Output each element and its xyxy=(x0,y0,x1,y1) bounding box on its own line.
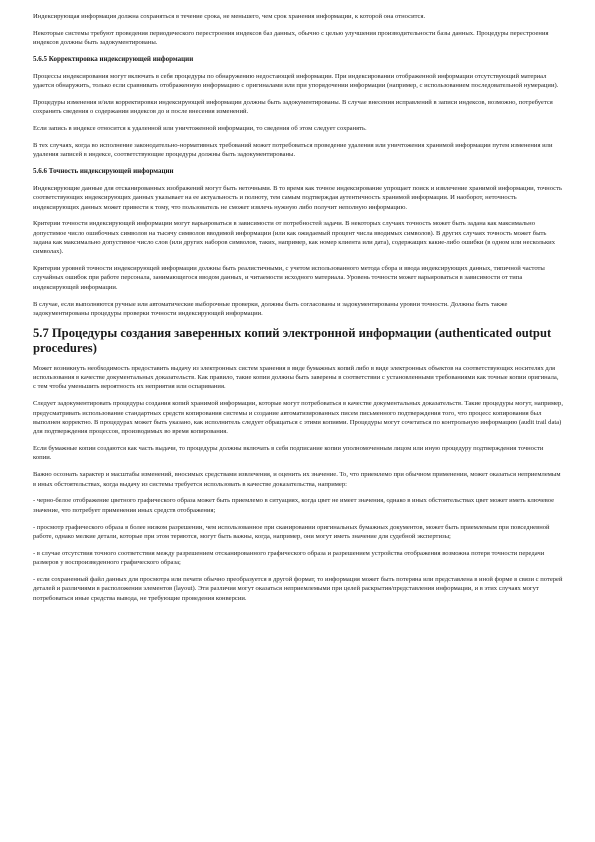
subsection-heading: 5.6.6 Точность индексирующей информации xyxy=(33,167,174,176)
paragraph: - черно-белое отображение цветного графического образа может быть приемлемо в ситуациях, когда цвет не имеет значения, однако в иных обстоятельствах цвет может иметь ключевое значение, что потребует применения иных средств отображения; xyxy=(33,497,555,514)
paragraph: Если запись в индексе относится к удаленной или уничтоженной информации, то сведения об этом следует сохранять. xyxy=(33,125,367,133)
paragraph: В случае, если выполняются ручные или автоматические выборочные проверки, должны быть согласованы и задокументированы уровни точности. Должны быть также задокументированы процедуры проверки точности индексирующей информации. xyxy=(33,300,508,317)
paragraph: Следует задокументировать процедуры создания копий хранимой информации, которые могут потребоваться в качестве документальных доказательств. Такие процедуры могут, например, предусматривать использование стандартных средств копирования системы и создание автоматизированных писем письменного подтверждения того, что процесс копирования был выполнен корректно. В процедурах может быть указано, как исполнитель следует обращаться с этими копиями. Процедуры могут сочетаться по контрольную информацию (audit trail data) для подтверждения процессов, производимых во время копирования. xyxy=(33,400,564,436)
paragraph: - в случае отсутствия точного соответствия между разрешением отсканированного графического образа и разрешением устройства отображения возможна потеря точности передачи размеров у воспроизведенного графического образа; xyxy=(33,549,545,567)
paragraph: Процедуры изменения и/или корректировки индексирующей информации должны быть задокументированы. В случае внесения исправлений в записи индексов, возможно, потребуется сохранить сведения о содержании индексов до и после внесения изменений. xyxy=(33,98,553,116)
paragraph: В тех случаях, когда во исполнение законодательно-нормативных требований может потребоваться проведение удаления или уничтожения хранимой информации путем изменения или удаления записей в индексе, соответствующие процедуры должны быть задокументированы. xyxy=(33,142,553,159)
paragraph: - просмотр графического образа в более низком разрешении, чем использованное при сканировании оригинальных бумажных документов, может быть приемлемым при повседневной работе, однако мелкие детали, которые при этом теряются, могут быть важны, когда, например, они могут иметь значение для судебной экспертизы; xyxy=(33,523,550,540)
subsection-heading: 5.6.5 Корректировка индексирующей информации xyxy=(33,55,194,64)
paragraph: Индексирующие данные для отсканированных изображений могут быть неточными. В то время как точное индексирование упрощает поиск и извлечение хранимой информации, точность соответствующих индексирующих данных указывает на ее актуальность и полноту, тем самым подтверждая аутентичность хранимой информации. И наоборот, неточность индексирующих данных может привести к тому, что пользователь не сможет извлечь нужную либо получит неполную информацию. xyxy=(33,184,562,211)
paragraph: Процессы индексирования могут включать в себя процедуры по обнаружению недостающей информации. При индексировании отображенной информации отсутствующий материал удается обнаружить, только если сравнивать отображенную информацию с оригиналами или при упорядочении информации (например, с использованием последовательной нумерации). xyxy=(33,72,559,90)
paragraph: Важно осознать характер и масштабы изменений, вносимых средствами извлечения, и оценить их значение. То, что приемлемо при обычном применении, может оказаться неприемлемым в иных обстоятельствах, когда выдачу из системы требуется использовать в качестве доказательства, например: xyxy=(33,471,561,488)
paragraph: Критерии точности индексирующей информации могут варьироваться в зависимости от потребностей задачи. В некоторых случаях точность может быть задана как максимально допустимое число ошибочных символов на тысячу символов вводимой информации (или как ожидаемый процент числа вводимых символов). В других случаях точность может быть задана как максимально допустимое число слов (или других наборов символов, таких, например, как номер клиента или дата), содержащих какие-либо ошибки (в одном или нескольких символах). xyxy=(33,220,555,256)
document-page xyxy=(33,12,563,611)
paragraph: Индексирующая информация должна сохраняться в течение срока, не меньшего, чем срок хранения информации, к которой она относится. xyxy=(33,13,426,20)
section-heading: 5.7 Процедуры создания заверенных копий электронной информации (authenticated output procedures) xyxy=(33,325,552,356)
paragraph: Может возникнуть необходимость предоставить выдачу из электронных систем хранения в виде бумажных копий либо в виде электронных объектов на соответствующих носителях для использования в качестве документальных доказательств. Как правило, такие копии должны быть заверены в соответствии с установленными требованиями как точные копии оригинала, с тем чтобы уменьшить вероятность их неприятия или оспаривания. xyxy=(33,364,559,391)
paragraph: Если бумажные копии создаются как часть выдачи, то процедуры должны включать в себя подписание копии уполномоченным лицом или иную процедуру подтверждения точности копии. xyxy=(33,445,544,462)
paragraph: - если сохраненный файл данных для просмотра или печати обычно преобразуется в другой формат, то информация может быть потеряна или представлена в иной форме в связи с потерей деталей и различиями в расположении элементов (layout). Эти различия могут оказаться неприемлемыми при целей раскрытия/представления информации, и в этих случаях могут потребоваться иные средства вывода, не требующие проведения конверсии. xyxy=(33,576,563,602)
paragraph: Некоторые системы требуют проведения периодического перестроения индексов баз данных, обычно с целью улучшения производительности базы данных. Процедуры перестроения индексов должны быть задокументированы. xyxy=(33,29,549,47)
paragraph: Критерии уровней точности индексирующей информации должны быть реалистичными, с учетом использованного метода сбора и ввода индексирующих данных, типичной частоты случайных ошибок при работе персонала, занимающегося вводом данных, и читаемости исходного материала. Уровень точности может варьироваться в зависимости от типа индексирующей информации. xyxy=(33,265,545,291)
